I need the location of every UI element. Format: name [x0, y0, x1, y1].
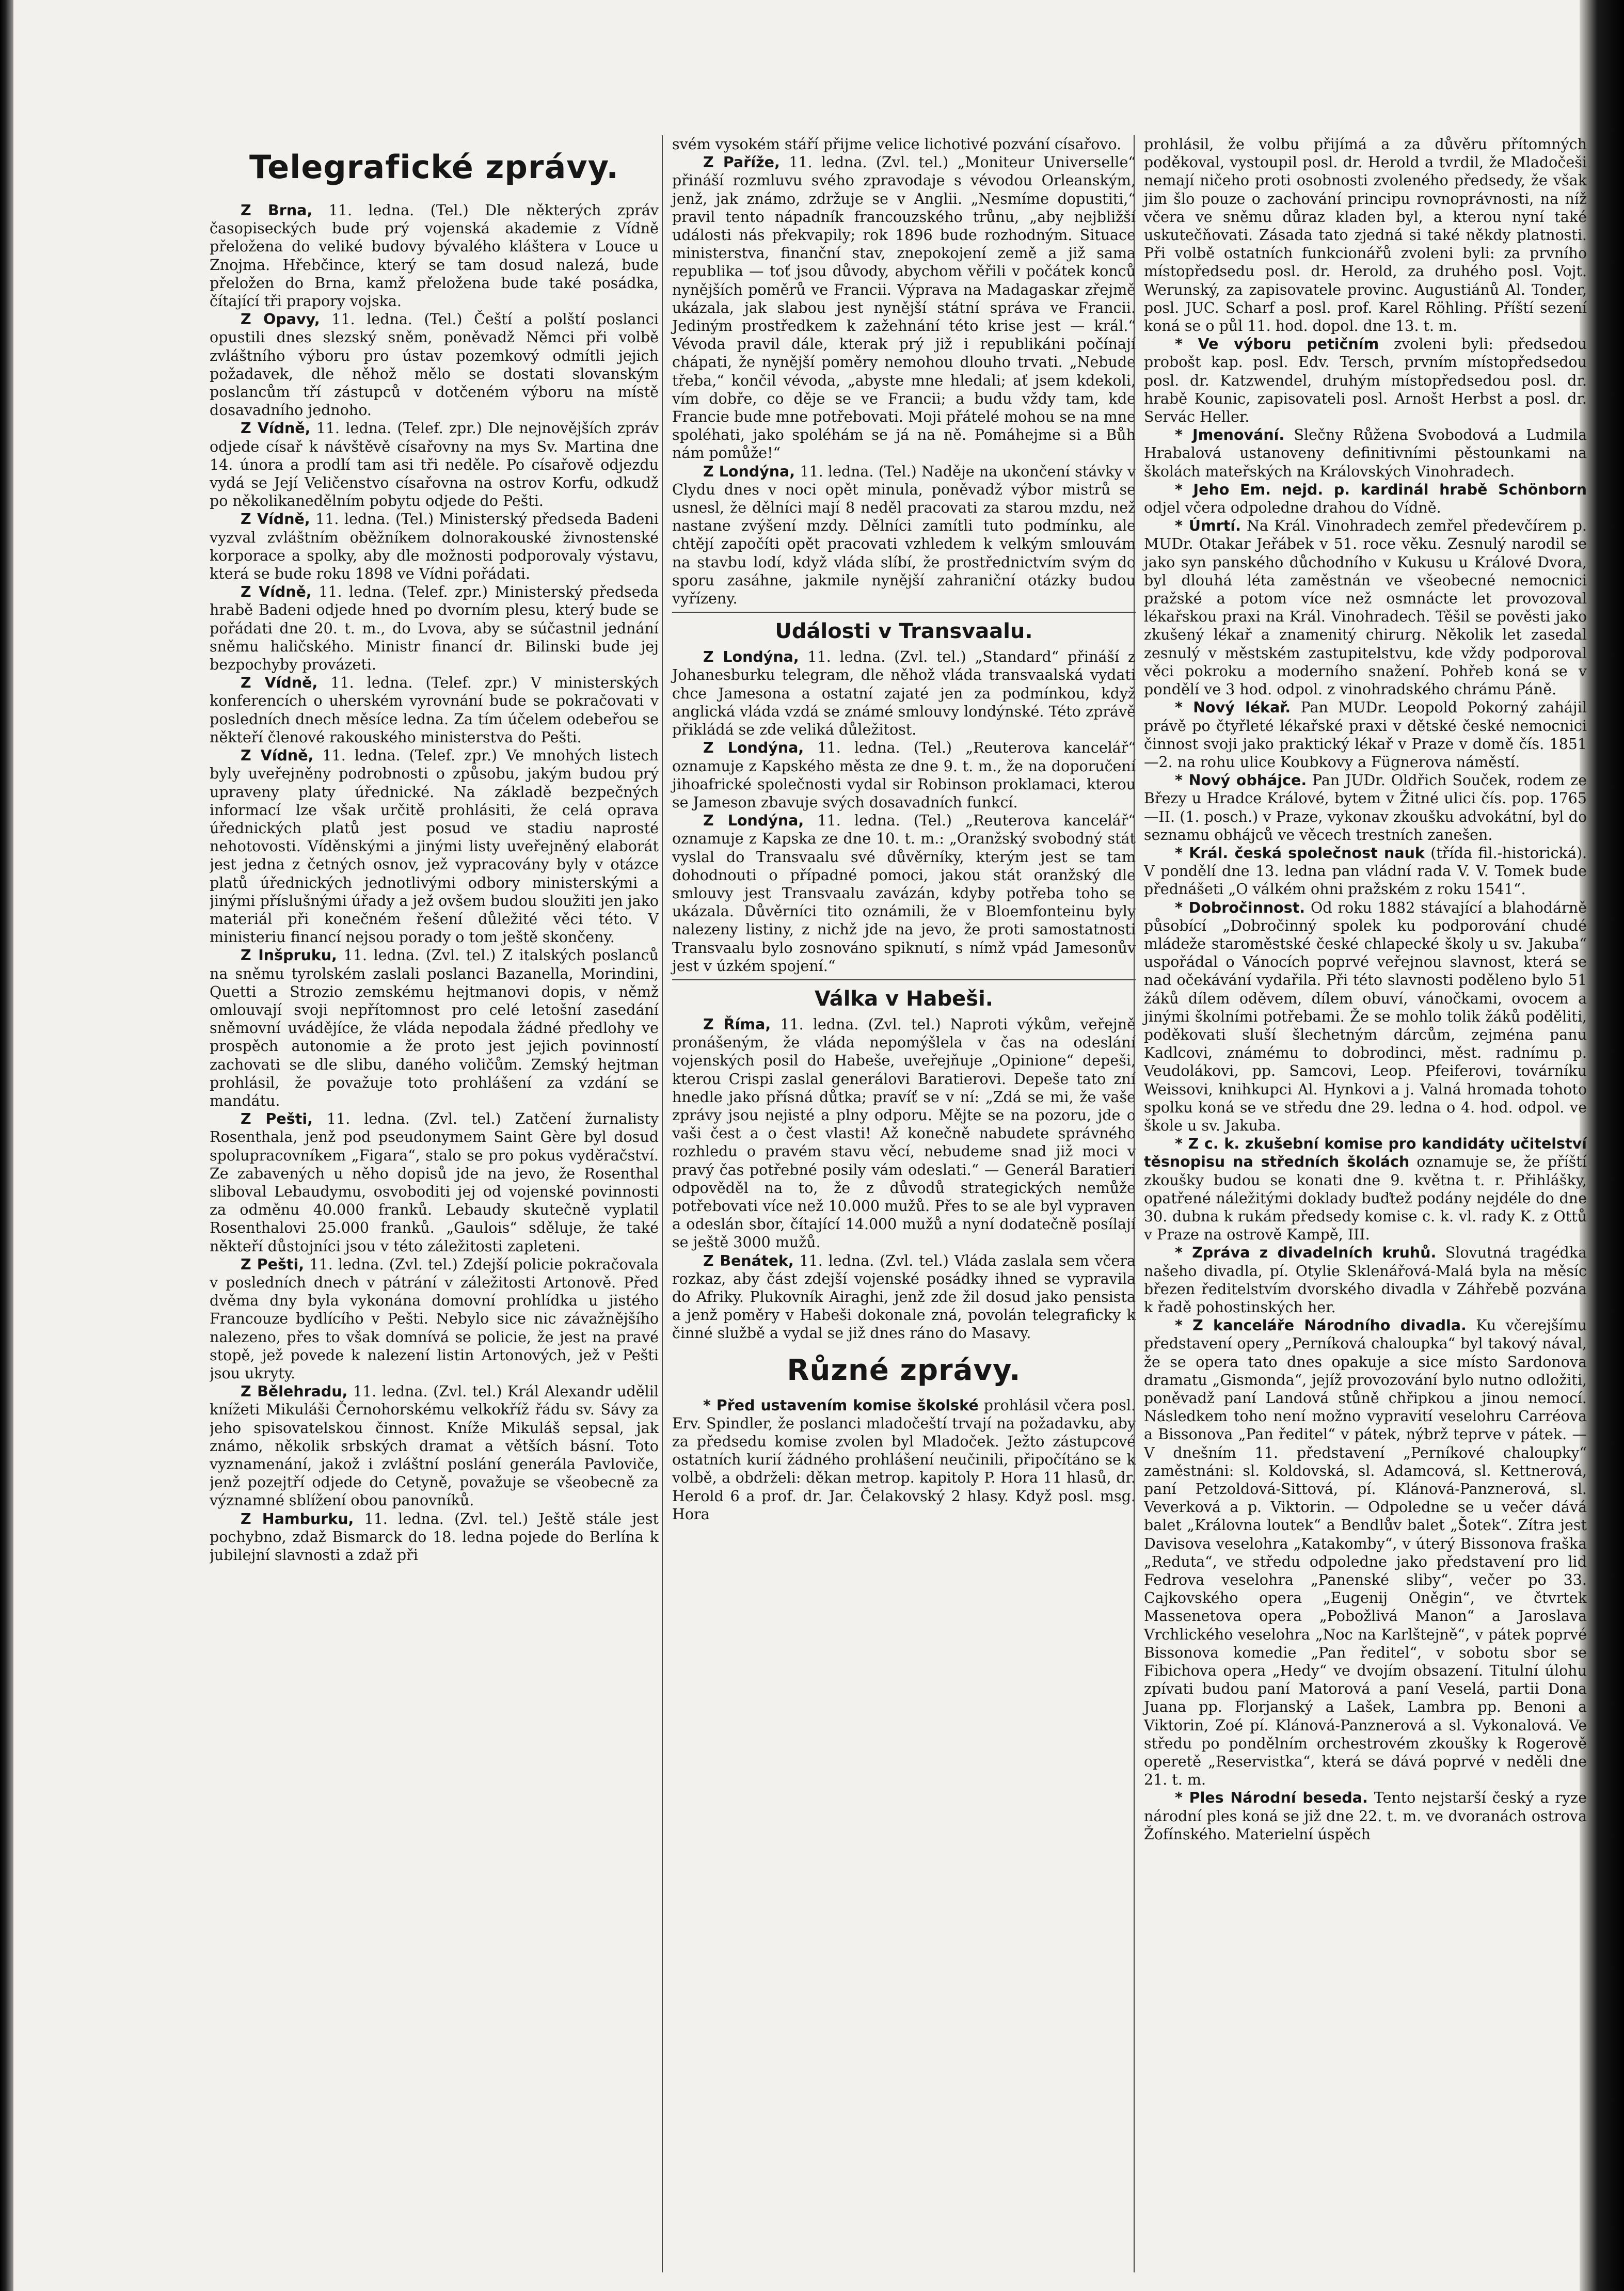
article [1144, 335, 1587, 426]
dateline: Z Pešti, [241, 1110, 313, 1128]
article-text: 11. ledna. (Zvl. tel.) Ještě stále jest pochybno, zdaž Bismarck do 18. ledna pojede do Berlína k jubilejní slavnosti a zdaž při [210, 1510, 659, 1564]
dateline: Z Hamburku, [241, 1510, 354, 1528]
dateline: Z Bělehradu, [241, 1383, 348, 1401]
article [672, 1252, 1136, 1343]
article [210, 946, 659, 1110]
article [1144, 481, 1587, 517]
dateline: Z Inšpruku, [241, 947, 337, 964]
article-text: 11. ledna. (Zvl. tel.) Zatčení žurnalisty Rosenthala, jenž pod pseudonymem Saint Gère byl dosud spolupracovníkem „Figara“, stalo se pro pokus vyděračství. Ze zabavených u něho dopisů jde na jevo, že Rosenthal sliboval Lebaudymu, osvoboditi jej od vojenské povinnosti za odměnu 40.000 franků. Lebaudy skutečně vyplatil Rosenthalovi 25.000 franků. „Gaulois“ sděluje, že také někteří důstojníci jsou v této záležitosti zapleteni. [210, 1110, 659, 1255]
article-text: Od roku 1882 stávající a blahodárně působící „Dobročinný spolek ku podporování chudé mládeže staroměstské české chlapecké školy u sv. Jakuba“ uspořádal o Vánocích poprvé veřejnou slavnost, která se nad očekávání vydařila. Při této slavnosti poděleno bylo 51 žáků dílem oděvem, dílem obuví, vánočkami, ovocem a jinými školními potřebami. Že se mohlo tolik žáků poděliti, poděkovati sluší šlechetným dárcům, zejména panu Kadlcovi, známému to dobrodinci, měst. radnímu p. Veudolákovi, pp. Samcovi, Leop. Pfeiferovi, továrníku Weissovi, knihkupci Al. Hynkovi a j. Valná hromada tohoto spolku koná se ve středu dne 29. ledna o 4. hod. odpol. ve škole u sv. Jakuba. [1144, 899, 1587, 1134]
article [1144, 517, 1587, 698]
article [210, 1110, 659, 1255]
article [1144, 771, 1587, 844]
article-text: Tento nejstarší český a ryze národní ples koná se již dne 22. t. m. ve dvoranách ostrova Žofínského. Materielní úspěch [1144, 1789, 1587, 1843]
dateline: Z Vídně, [241, 674, 318, 692]
continued-text: prohlásil, že volbu přijímá a za důvěru přítomných poděkoval, vystoupil posl. dr. Herold a tvrdil, že Mladočeši nemají ničeho proti osobnosti zvoleného předsedy, že však jim šlo pouze o zachování principu rovnoprávnosti, na níž včera ve sněmu důraz kladen byl, a kterou nyní také uskutečňovati. Zásada tato zjedná si také někdy platnosti. Při volbě ostatních funkcionářů zvoleni byli: za prvního místopředsedu posl. dr. Herold, za druhého posl. Vojt. Werunský, za zapisovatele provinc. Augustiánů Al. Tonder, posl. JUC. Scharf a posl. prof. Karel Röhling. Příští sezení koná se o půl 11. hod. dopol. dne 13. t. m. [1144, 136, 1587, 335]
divider [672, 612, 1136, 613]
article-text: 11. ledna. (Tel.) Ministerský předseda Badeni vyzval zvláštním oběžníkem dolnorakouské živnostenské korporace a spolky, aby dle možnosti podporovaly výstavu, která se bude roku 1898 ve Vídni pořádati. [210, 511, 659, 583]
subheading-transvaal: Události v Transvaalu. [775, 619, 1033, 644]
article-text: 11. ledna. (Zvl. tel.) Král Alexandr udělil knížeti Mikuláši Černohorskému velkokříž řádu sv. Sávy za jeho spisovatelskou činnost. Kníže Mikuláš sepsal, jak známo, několik srbských dramat a větších básní. Toto vyznamenání, jakož i zvláštní poslání generála Pavloviče, jenž pozejtří odjede do Cetyně, považuje se všeobecně za významné sblížení obou panovníků. [210, 1383, 659, 1509]
article-text: Slečny Růžena Svobodová a Ludmila Hrabalová ustanoveny definitivními pěstounkami na školách mateřských na Královských Vinohradech. [1144, 426, 1587, 480]
article-text: 11. ledna. (Tel.) „Reuterova kancelář“ oznamuje z Kapska ze dne 10. t. m.: „Oranžský svobodný stát vyslal do Transvaalu své důvěrníky, kterým jest se tam dohodnouti o případné pomoci, jakou stát oranžský dle smlouvy jest Transvaalu zavázán, kdyby potřeba toho se ukázala. Důvěrníci tito oznámili, že v Bloemfonteinu byly nalezeny listiny, z nichž jde na jevo, že proti samostatnosti Transvaalu bylo zosnováno spiknutí, s nímž vpád Jamesonův jest v úzkém spojení.“ [672, 812, 1136, 975]
article-text: 11. ledna. (Zvl. tel.) Z italských poslanců na sněmu tyrolském zaslali poslanci Bazanella, Morindini, Quetti a Strozio zemskému hejtmanovi dopis, v němž omlouvají svoji nepřítomnost pro celé letošní zasedání sněmovní uvádějíce, že vláda nepodala žádné předlohy ve prospěch autonomie a že proto jest jejich povinností zachovati se dle slibu, daného voličům. Zemský hejtman prohlásil, že považuje toto prohlášení za vzdání se mandátu. [210, 947, 659, 1109]
article [1144, 1316, 1587, 1789]
dateline: Z Pešti, [241, 1255, 305, 1273]
news-title: * Z c. k. zkušební komise pro kandidáty učitelství těsnopisu na středních školách [1144, 1135, 1587, 1171]
dateline: Z Vídně, [241, 511, 310, 528]
column-3 [1134, 135, 1587, 2272]
column-2 [662, 135, 1136, 2272]
article [1144, 426, 1587, 481]
section-heading-misc: Různé zprávy. [787, 1353, 1021, 1387]
article-text: odjel včera odpoledne drahou do Vídně. [1144, 499, 1441, 517]
article [672, 812, 1136, 975]
article-text: 11. ledna. (Zvl. tel.) Naproti výkům, veřejně pronášeným, že vláda nepomýšlela v čas na odeslání vojenských posil do Habeše, uveřejňuje „Opinione“ depeši, kterou Crispi zaslal generálovi Baratierovi. Depeše tato zní hnedle jako přísná důtka; pravíť se v ní: „Zdá se mi, že vaše zprávy jsou nejisté a plny odporu. Mějte se na pozoru, jde o vaši čest a o čest vlasti! Až konečně nabudete správného rozhledu o pravém stavu věcí, nebudeme snad již moci v pravý čas potřebné posily vám odeslati.“ — Generál Baratieri odpověděl na to, že z důvodů strategických nemůže potřebovati více než 10.000 mužů. Přes to se ale byl vypraven a odeslán sbor, čítající 14.000 mužů a nyní dodatečně posílají se ještě 3000 mužů. [672, 1015, 1136, 1251]
article [210, 419, 659, 510]
article-text: zvoleni byli: předsedou probošt kap. posl. Edv. Tersch, prvním místopředsedou posl. dr. Katzwendel, druhým místopředsedou posl. dr. hrabě Kounic, zapisovateli posl. Arnošt Herbst a posl. dr. Servác Heller. [1144, 336, 1587, 426]
article-text: 11. ledna. (Telef. zpr.) Ve mnohých listech byly uveřejněny podrobnosti o způsobu, jakým budou prý upraveny platy úřednické. Na základě bezpečných informací lze však určitě prohlásiti, že celá oprava úřednických platů jest posud ve stadiu naprosté nehotovosti. Víděnskými a jinými listy uveřejněný elaborát jest jedna z četných osnov, jež vypracovány byly v otázce platů úřednických jednotlivými odbory ministerskými a jinými příslušnými úřady a jež ovšem budou sloužiti jen jako materiál při konečném řešení důležité věci této. V ministeriu financí nejsou porady o tom ještě skončeny. [210, 747, 659, 946]
article-text: 11. ledna. (Telef. zpr.) Dle nejnovějších zpráv odjede císař k návštěvě císařovny na mys Sv. Martina dne 14. února a prodlí tam asi tři neděle. Po císařově odjezdu vydá se Její Veličenstvo císařovna na ostrov Korfu, odkudž po několikanedělním pobytu odjede do Pešti. [210, 420, 659, 510]
article-text: 11. ledna. (Tel.) Dle některých zpráv časopiseckých bude prý vojenská akademie z Vídně přeložena do veliké budovy bývalého kláštera v Louce u Znojma. Hřebčince, který se tam dosud nalezá, bude přeložen do Brna, kamž přeložena bude také posádka, čítající tři prapory vojska. [210, 202, 659, 310]
news-list [672, 1396, 1136, 1523]
article-text: 11. ledna. (Telef. zpr.) Ministerský předseda hrabě Badeni odjede hned po dvorním plesu, který bude se pořádati dne 20. t. m., do Lvova, aby se súčastnil jednání sněmu haličského. Ministr financí dr. Bilinski bude jej bezpochyby provázeti. [210, 583, 659, 674]
news-title: * Jeho Em. nejd. p. kardinál hrabě Schönborn [1175, 481, 1587, 498]
dateline: Z Opavy, [241, 311, 320, 328]
dateline: Z Londýna, [703, 463, 795, 480]
article [1144, 1244, 1587, 1316]
article-text: prohlásil včera posl. Erv. Spindler, že poslanci mladočeští trvají na požadavku, aby za předsedu komise zvolen byl Mladoček. Ježto zástupcové ostatních kurií žádného prohlášení neučinili, připočítáno se k volbě, a obdrželi: děkan metrop. kapitoly P. Hora 11 hlasů, dr. Herold 6 a prof. dr. Jar. Čelakovský 2 hlasy. Když posl. msg. Hora [672, 1396, 1136, 1523]
news-title: * Zpráva z divadelních kruhů. [1175, 1244, 1437, 1262]
article-text: 11. ledna. (Tel.) „Reuterova kancelář“ oznamuje z Kapského města ze dne 9. t. m., že na doporučení jihoafrické společnosti vydal sir Robinson proklamaci, kterou se Jameson zbavuje svých dosavadních funkcí. [672, 739, 1136, 811]
divider [672, 979, 1136, 980]
column-1 [210, 135, 659, 2272]
scan-edge-left [0, 0, 13, 2291]
article [1144, 844, 1587, 899]
article [672, 153, 1136, 462]
article [210, 510, 659, 583]
article-text: (třída fil.-historická). V pondělí dne 13. ledna pan vládní rada V. V. Tomek bude přednášeti „O válkém ohni pražském z roku 1541“. [1144, 844, 1587, 898]
continued-text: svém vysokém stáří přijme velice lichotivé pozvání císařovo. [672, 136, 1122, 153]
dateline: Z Londýna, [703, 812, 804, 830]
dateline: Z Říma, [703, 1015, 771, 1033]
news-list [1144, 335, 1587, 1843]
article [1144, 698, 1587, 771]
news-title: * Král. česká společnost nauk [1175, 844, 1425, 862]
news-title: * Z kanceláře Národního divadla. [1175, 1317, 1467, 1334]
news-title: * Ples Národní beseda. [1175, 1789, 1368, 1807]
news-title: * Před ustavením komise školské [703, 1396, 979, 1414]
newspaper-page [23, 0, 1587, 2291]
news-title: * Nový lékař. [1175, 699, 1291, 717]
article [1144, 1789, 1587, 1843]
telegram-list [210, 201, 659, 1564]
article-text: oznamuje se, že příští zkoušky budou se konati dne 9. května t. r. Přihlášky, opatřené náležitými doklady buďtež podány nejdéle do dne 30. dubna k rukám předsedy komise c. k. vl. rady K. z Ottů v Praze na ostrově Kampě, III. [1144, 1153, 1587, 1244]
article [210, 1510, 659, 1565]
news-title: * Úmrtí. [1175, 517, 1241, 535]
telegram-list [672, 153, 1136, 608]
article-text: Ku včerejšímu představení opery „Perníková chaloupka“ byl takový nával, že se opera tato dnes opakuje a sice místo Sardonova dramatu „Gismonda“, jejíž provozování bylo nutno odložiti, poněvadž paní Landová stůně chřipkou a jinou nemocí. Následkem toho není možno vypravití veselohru Carréova a Bissonova „Pan ředitel“ v pátek, nýbrž teprve v pátek. — V dnešním 11. představení „Perníkové chaloupky“ zaměstnáni: sl. Koldovská, sl. Adamcová, sl. Kettnerová, paní Petzoldová-Sittová, pí. Klánová-Panznerová, sl. Veverková a p. Viktorin. — Odpoledne se u večer dává balet „Královna loutek“ a Bendlův balet „Šotek“. Zítra jest Davisova veselohra „Katakomby“, v úterý Bissonova fraška „Reduta“, ve středu odpoledne jako představení pro lid Fedrova veselohra „Panenské sliby“, večer po 33. Cajkovského opera „Eugenij Oněgin“, ve čtvrtek Massenetova opera „Pobožlivá Manon“ a Jaroslava Vrchlického veselohra „Noc na Karlštejně“, v pátek poprvé Bissonova komedie „Pan ředitel“, v sobotu sbor se Fibichova opera „Hedy“ ve dvojím obsazení. Titulní úlohu zpívati budou paní Matorová a paní Veselá, partii Dona Juana pp. Florjanský a Lašek, Lambra pp. Benoni a Viktorin, Zoé pí. Klánová-Panznerová a sl. Vykonalová. Ve středu po pondělním orchestrovém zkoušky k Rogerově operetě „Reservistka“, která se dává poprvé v neděli dne 21. t. m. [1144, 1317, 1587, 1789]
news-title: * Nový obhájce. [1175, 772, 1307, 789]
news-title: * Dobročinnost. [1175, 899, 1305, 916]
article-text: 11. ledna. (Tel.) Naděje na ukončení stávky v Clydu dnes v noci opět minula, poněvadž výbor mistrů se usnesl, že dělníci mají 8 neděl pracovati za starou mzdu, než nastane zvýšení mzdy. Dělníci zamítli tuto podmínku, ale chtějí započíti opět pracovati vzhledem k velkým smlouvám na stavbu lodí, když vláda slíbí, že prostřednictvím svým do sporu zasáhne, jakmile nynější zahraniční otázky budou vyřízeny. [672, 463, 1136, 608]
article [210, 583, 659, 674]
section-heading-telegrams: Telegrafické zprávy. [249, 148, 619, 186]
article [210, 1255, 659, 1382]
article [672, 463, 1136, 608]
article [1144, 899, 1587, 1135]
article-text: Pan JUDr. Oldřich Souček, rodem ze Březy u Hradce Králové, bytem v Žitné ulici čís. pop. 1765—II. (1. posch.) v Praze, vykonav zkoušku advokátní, byl do seznamu obhájců ve věcech trestních zanešen. [1144, 772, 1587, 844]
telegram-list [672, 1015, 1136, 1343]
telegram-list [672, 648, 1136, 975]
dateline: Z Londýna, [703, 739, 804, 757]
article [672, 1396, 1136, 1523]
article-text: 11. ledna. (Telef. zpr.) V ministerských konferencích o uherském vyrovnání bude se pokračovati v posledních dnech měsíce ledna. Za tím účelem odebeřou se někteří členové rakouského ministerstva do Pešti. [210, 674, 659, 746]
article [672, 1015, 1136, 1252]
dateline: Z Vídně, [241, 583, 312, 601]
dateline: Z Brna, [241, 202, 313, 219]
article-text: 11. ledna. (Zvl. tel.) „Moniteur Universelle“ přináší rozmluvu svého zpravodaje s vévodou Orleanským, jenž, jak známo, zdržuje se v Anglii. „Nesmíme dopustiti,“ pravil tento nápadník francouzského trůnu, „aby nejbližší události nás překvapily; rok 1896 bude rozhodným. Situace ministerstva, finanční stav, znepokojení země a již sama republika — toť jsou důvody, abychom věřili v počátek konců nynějších poměrů ve Francii. Výprava na Madagaskar zřejmě ukázala, jak slabou jest nynější státní správa ve Francii. Jediným prostředkem k zažehnání této krise jest — král.“ Vévoda pravil dále, kterak prý již i republikáni počínají chápati, že nynější poměry nemohou dlouho trvati. „Nebude třeba,“ končil vévoda, „abyste mne hledali; ať jsem kdekoli, vím dobře, co děje se ve Francii; a budu vždy tam, kde Francie bude mne potřebovati. Moji přátelé mohou se na mne spoléhati, jako spoléhám se já na ně. Pomáhejme si a Bůh nám pomůže!“ [672, 154, 1136, 462]
dateline: Z Paříže, [703, 154, 780, 171]
dateline: Z Vídně, [241, 747, 314, 765]
dateline: Z Londýna, [703, 648, 799, 666]
article-text: 11. ledna. (Zvl. tel.) „Standard“ přináší z Johanesburku telegram, dle něhož vláda transvaalská vydati chce Jamesona a ostatní zajaté jen za podmínkou, když anglická vláda vzdá se známé smlouvy londýnské. Této zprávě přikládá se zde veliká důležitost. [672, 648, 1136, 739]
article [1144, 1135, 1587, 1244]
dateline: Z Benátek, [703, 1252, 794, 1269]
article [210, 746, 659, 946]
article [672, 739, 1136, 812]
article [210, 1382, 659, 1509]
article-text: 11. ledna. (Zvl. tel.) Zdejší policie pokračovala v posledních dnech v pátrání v záležitosti Artonově. Před dvěma dny byla vykonána domovní prohlídka u jistého Francouze bydlícího v Pešti. Nebylo sice nic závažnějšího nalezeno, přes to však domnívá se policie, že jest na pravé stopě, jež povede k nalezení listin Artonových, jež v Pešti jsou ukryty. [210, 1255, 659, 1382]
article-text: 11. ledna. (Tel.) Čeští a polští poslanci opustili dnes slezský sněm, poněvadž Němci při volbě zvláštního výboru pro ústav pozemkový odmítli jejich požadavek, dle něhož mělo se dostati slovanským poslancům tří zástupců v dotčeném výboru na místě dosavadního jednoho. [210, 311, 659, 419]
article [210, 674, 659, 746]
subheading-habes: Válka v Habeši. [815, 987, 993, 1011]
article [210, 201, 659, 310]
news-title: * Ve výboru petičním [1175, 336, 1379, 353]
dateline: Z Vídně, [241, 420, 311, 437]
article-text: Na Král. Vinohradech zemřel předevčírem p. MUDr. Otakar Jeřábek v 51. roce věku. Zesnulý narodil se jako syn panského důchodního v Kukusu u Králové Dvora, byl dlouhá léta zaměstnán ve všeobecné nemocnici pražské a potom více než osmnácte let provozoval lékařskou praxi na Král. Vinohradech. Těšil se pověsti jako zkušený lékař a znamenitý chirurg. Několik let zasedal zesnulý v městském zastupitelstvu, kde vždy podporoval věci pokroku a moderního snažení. Pohřeb koná se v pondělí ve 3 hod. odpol. z vinohradského chrámu Páně. [1144, 517, 1587, 698]
article-text: 11. ledna. (Zvl. tel.) Vláda zaslala sem včera rozkaz, aby část zdejší vojenské posádky ihned se vypravila do Afriky. Plukovník Airaghi, jenž zde žil dosud jako pensista a jenž poměry v Habeši dokonale zná, povolán telegraficky k činné službě a vydal se již dnes ráno do Masavy. [672, 1252, 1136, 1342]
article-text: Pan MUDr. Leopold Pokorný zahájil právě po čtyřleté lékařské praxi v dětské české nemocnici činnost svoji jako praktický lékař v Praze v domě čís. 1851—2. na rohu ulice Koubkovy a Fügnerova náměstí. [1144, 699, 1587, 771]
article [210, 310, 659, 419]
article-text: Slovutná tragédka našeho divadla, pí. Otylie Sklenářová-Malá byla na měsíc březen ředitelstvím dvorského divadla v Záhřebě pozvána k řadě pohostinských her. [1144, 1244, 1587, 1316]
article [672, 648, 1136, 739]
news-title: * Jmenování. [1175, 426, 1285, 444]
